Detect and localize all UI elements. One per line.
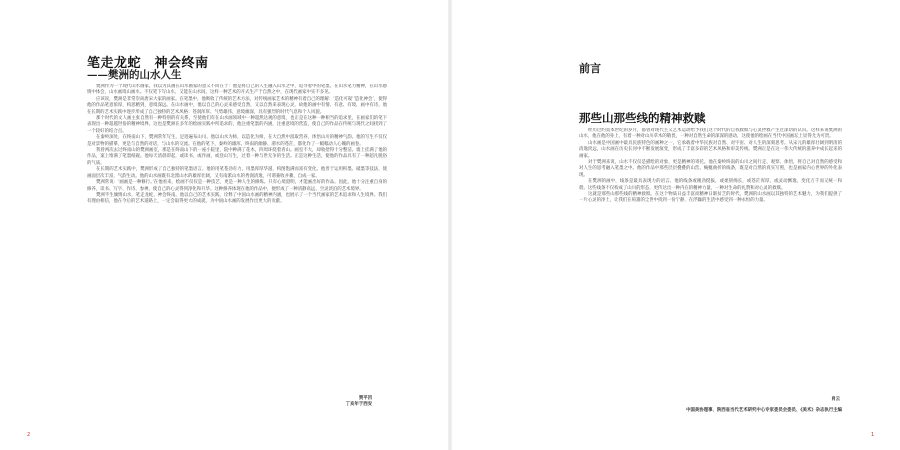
essay-subtitle-left: ——樊洲的山水人生 (87, 69, 182, 81)
paragraph: 樊洲作为一个现代山水画家，我以为其画在山水画家的意义不同在于：他是将自己的人生融入山水之中，追寻着中的笔墨、在山水笔力精神，在山水感情中体会，山水画境山画水。不仅笔下写山水，又能在山水间，这样一种艺术的开式生产于自然之中，在现代画家中实不多见。 (87, 84, 387, 96)
paragraph: 在长期的艺术实践中，樊洲形成了自己独特的笔墨语言。他的用笔苍劲有力，用墨浑厚华滋，构图饱满而富有变化。他善于运用积墨、破墨等技法，使画面层次丰富，气韵生动。他的山水画既有北派山水的雄浑壮阔，又有南派山水的秀润清逸，可谓兼收并蓄，自成一家。 (87, 167, 387, 179)
author-signature-left (332, 396, 372, 408)
paragraph: 樊洲常说：‘画画是一种修行。’在他看来，绘画不仅仅是一种技艺，更是一种人生的修炼。只有心境澄明，才能画出好的作品。因此，他十分注重自身的修养，读书、写字、作诗、参禅，使自己的心灵得到净化和升华。这种修养体现在他的作品中，便形成了一种清静高远、空灵淡泊的艺术境界。 (87, 180, 387, 192)
page-number-left: 2 (27, 432, 31, 438)
paragraph: 在秦岭深处，在终南山下，樊洲常年写生，足迹遍布山川。他以山水为师，以造化为师，在大自然中汲取营养，体悟山川的精神气韵。他的写生不仅仅是对景物的描摹，更是与自然的对话，与山水的交流。在他的笔下，秦岭的雄浑、终南的幽静、渭水的苍茫，都化作了一幅幅动人心魄的画卷。 (87, 135, 387, 147)
section-label-preface: 前言 (579, 62, 601, 75)
author-signature-right (810, 396, 840, 402)
signature-date: 丁亥年于西安 (345, 402, 372, 407)
essay-title-left: 笔走龙蛇 神会终南 (87, 56, 209, 71)
signature-name: 贾平凹 (358, 396, 372, 401)
paragraph: 我曾两次去过终南山的樊洲画室，那是在终南山下的一座小院里，院中种满了花木，四周环绕着青山。画室不大，却收拾得十分整洁。墙上挂满了他的作品，案上堆满了笔墨纸砚。他每天清晨即起，或读书，或作画，或登山写生，过着一种与世无争的生活。正是这种生活，使他的作品具有了一种超凡脱俗的气质。 (87, 148, 387, 166)
signature-name: 肖云 (831, 397, 840, 402)
paragraph: 经历过约莫本世纪的岁月，都曾对现代主义艺术运动给予我们这个时代的自我救赎与心灵拯救产生过深切的认识。这样来说樊洲的山水，他在他的身上，有着一种对山川草木的敬畏，一种对自然生命的深深的感动，这使他的绘画在当代中国画坛上显得尤为可贵。 (579, 128, 842, 140)
body-text-left (87, 84, 387, 390)
paragraph: 山水画是中国画中最具民族特色的画种之一，它承载着中华民族对自然、对宇宙、对人生的深刻思考。从宋元的雄浑壮阔到明清的清逸淡远，山水画在历史长河中不断发展演变，形成了丰富多彩的艺术风格和审美传统。樊洲正是在这一伟大传统的滋养中成长起来的画家。 (579, 140, 842, 159)
paragraph: 对于樊洲来说，山水不仅仅是描绘的对象，更是精神的寄托。他在秦岭终南的山川之间行走、观察、体悟，将自己对自然的感受和对人生的思考融入笔墨之中。他的作品中那些层层叠叠的山峦、蜿蜒曲折的线条，既是对自然的真实写照，也是画家内心世界的外化表现。 (579, 160, 842, 178)
paragraph: 那个时代的文人画主张自然有一种特别的有关系，至使他们有在山水画领域中一种超然达观的意境，也正是在这种一种相当的追求里，在画家们的笔下表现出一种超越世俗的精神境界。这也是樊洲在多年的绘画实践中所追求的，他注重笔墨的内涵，注重意境的营造，使自己的作品在传统与现代之间找到了一个较好的结合点。 (87, 116, 387, 134)
page-number-right: 1 (871, 432, 875, 438)
paragraph: 应该说，樊洲是非常崇尚唐宋大家的画家。在笔墨中，他吸收了传统的艺术方法，对传统画家艺术的精神有着自己的理解：‘造化可窥’‘造化神会’，使得他的作品笔意浓厚，构思精到，意境深远。在山水画中，他以自己的心灵来感受自然，又以自然来表现心灵，故他的画中有情、有意、有境，画中有诗。他在长期的艺术实践中逐步形成了自己独特的艺术风格：苍润浑厚、气势雄伟、意境幽深，具有强烈的时代气息和个人风貌。 (87, 96, 387, 115)
paragraph: 在樊洲的画中，线条是最具表现力的语言。他的线条或刚劲挺拔，或柔韧绵长，或苍茫浑厚，或灵动飘逸，变化万千而又统一和谐。这些线条不仅构成了山川的形态，更传达出一种内在的精神力量，一种对生命的礼赞和对心灵的救赎。 (579, 179, 842, 191)
author-credentials: 中国美协理事、陕西省当代艺术研究中心专家委员会委员、《美术》杂志执行主编 (686, 408, 842, 413)
paragraph: 这就是那些山那些线的精神救赎。在这个物质日益丰富而精神日渐贫乏的时代，樊洲的山水画以其独特的艺术魅力，为我们提供了一片心灵的净土，让我们在喧嚣的尘世中找到一份宁静，在浮躁的生活中感受到一种永恒的力量。 (579, 192, 842, 204)
paragraph: 樊洲半生倾情山水，笔走龙蛇，神会终南。他以自己的艺术实践，诠释了中国山水画的精神内涵，也展示了一个当代画家的艺术追求和人生境界。我们有理由相信，他在今后的艺术道路上，一定会取得更大的成就，为中国山水画的发展作出更大的贡献。 (87, 192, 387, 205)
body-text-right (579, 128, 842, 390)
essay-title-right: 那些山那些线的精神救赎 (579, 111, 706, 125)
